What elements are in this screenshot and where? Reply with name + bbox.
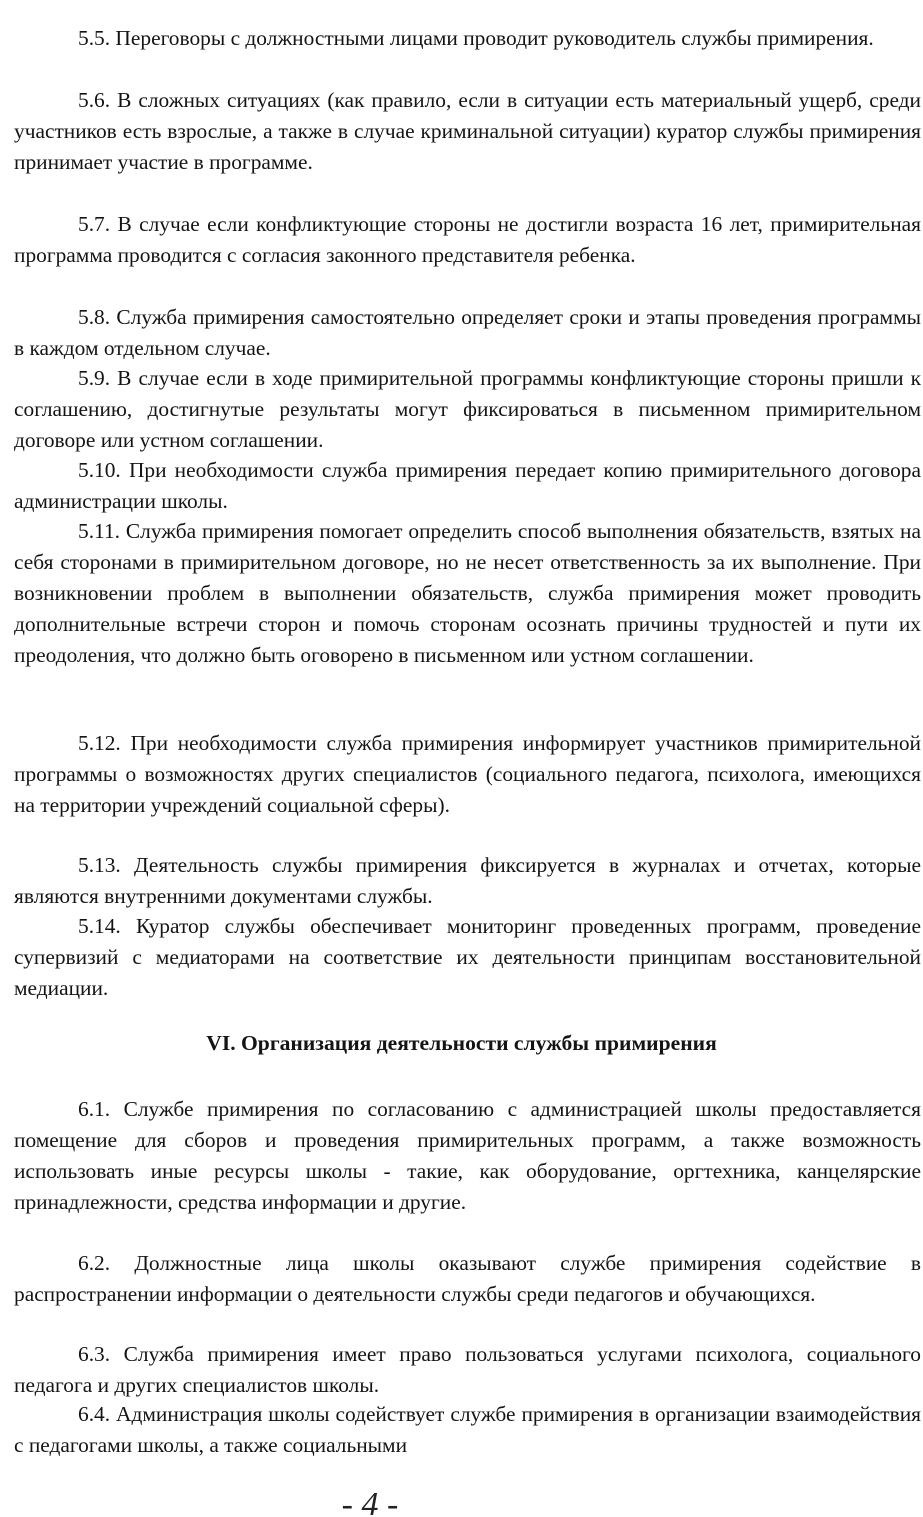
paragraph-5-5: 5.5. Переговоры с должностными лицами проводит руководитель службы примирения. [78,26,874,51]
paragraph-6-1: 6.1. Службе примирения по согласованию с администрацией школы предоставляется помещение для сборов и проведения примирительных программ, а также возможность использовать иные ресурсы школы - такие, как оборудование, оргтехника, канцелярские принадлежности, средства информации и другие. [14,1097,921,1215]
paragraph-5-6: 5.6. В сложных ситуациях (как правило, если в ситуации есть материальный ущерб, среди участников есть взрослые, а также в случае криминальной ситуации) куратор службы примирения принимает участие в программе. [14,88,921,175]
paragraph-5-12: 5.12. При необходимости служба примирения информирует участников примирительной программы о возможностях других специалистов (социального педагога, психолога, имеющихся на территории учреждений социальной сферы). [14,731,921,818]
paragraph-5-9: 5.9. В случае если в ходе примирительной программы конфликтующие стороны пришли к соглашению, достигнутые результаты могут фиксироваться в письменном примирительном договоре или устном соглашении. [14,366,921,453]
section-heading: VI. Организация деятельности службы примирения [206,1030,717,1055]
paragraph-6-3: 6.3. Служба примирения имеет право пользоваться услугами психолога, социального педагога и других специалистов школы. [14,1342,921,1398]
paragraph-6-2: 6.2. Должностные лица школы оказывают службе примирения содействие в распространении информации о деятельности службы среди педагогов и обучающихся. [14,1251,921,1307]
paragraph-5-8: 5.8. Служба примирения самостоятельно определяет сроки и этапы проведения программы в каждом отдельном случае. [14,305,921,361]
page-number: - 4 - [341,1486,399,1517]
paragraph-5-7: 5.7. В случае если конфликтующие стороны не достигли возраста 16 лет, примирительная программа проводится с согласия законного представителя ребенка. [14,212,921,268]
paragraph-5-10: 5.10. При необходимости служба примирения передает копию примирительного договора администрации школы. [14,458,921,514]
paragraph-6-4: 6.4. Администрация школы содействует службе примирения в организации взаимодействия с педагогами школы, а также социальными [14,1402,921,1458]
paragraph-5-11: 5.11. Служба примирения помогает определить способ выполнения обязательств, взятых на себя сторонами в примирительном договоре, но не несет ответственность за их выполнение. При возникновении проблем в выполнении обязательств, служба примирения может проводить дополнительные встречи сторон и помочь сторонам осознать причины трудностей и пути их преодоления, что должно быть оговорено в письменном или устном соглашении. [14,519,921,668]
paragraph-5-13: 5.13. Деятельность службы примирения фиксируется в журналах и отчетах, которые являются внутренними документами службы. [14,853,921,909]
paragraph-5-14: 5.14. Куратор службы обеспечивает мониторинг проведенных программ, проведение супервизий с медиаторами на соответствие их деятельности принципам восстановительной медиации. [14,914,921,1001]
